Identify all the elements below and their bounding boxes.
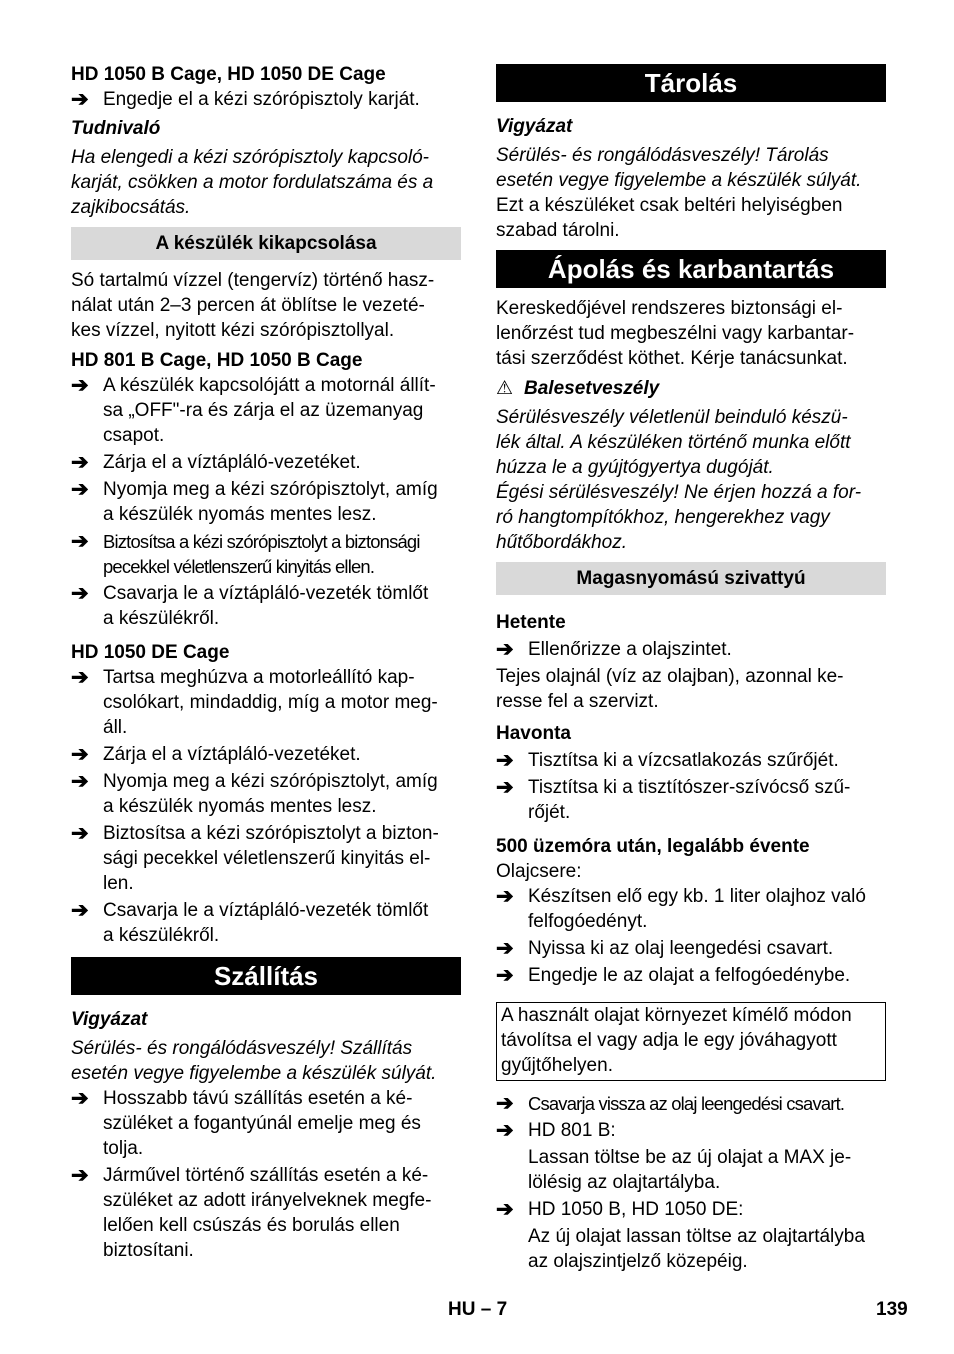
list-item: ➔ Hosszabb távú szállítás esetén a ké- szüléket a fogantyúnál emelje meg és tolja. <box>71 1087 421 1159</box>
section-heading: HD 801 B Cage, HD 1050 B Cage <box>71 350 363 371</box>
section-heading: 500 üzemóra után, legalább évente <box>496 836 810 857</box>
arrow-right-icon: ➔ <box>71 1087 89 1110</box>
list-item: ➔ Nyomja meg a kézi szórópisztolyt, amíg a készülék nyomás mentes lesz. <box>71 770 438 817</box>
paragraph: Lassan töltse be az új olajat a MAX je- <box>528 1147 852 1168</box>
left-column <box>71 62 461 1263</box>
list-item: ➔ Zárja el a víztápláló-vezetéket. <box>71 743 361 766</box>
note-label: Tudnivaló <box>71 118 161 139</box>
paragraph: kes vízzel, nyitott kézi szórópisztollyal. <box>71 320 395 341</box>
page-number: 139 <box>876 1299 908 1320</box>
list-item: ➔ Tisztítsa ki a vízcsatlakozás szűrőjét. <box>496 749 839 772</box>
arrow-right-icon: ➔ <box>496 776 514 799</box>
list-item: ➔ Csavarja vissza az olaj leengedési csavart. <box>496 1092 845 1115</box>
arrow-right-icon: ➔ <box>496 937 514 960</box>
list-item: ➔ Nyomja meg a kézi szórópisztolyt, amíg a készülék nyomás mentes lesz. <box>71 478 438 525</box>
arrow-right-icon: ➔ <box>71 666 89 689</box>
paragraph: Tejes olajnál (víz az olajban), azonnal ke- <box>496 666 844 687</box>
arrow-right-icon: ➔ <box>71 530 89 553</box>
list-item: ➔ Engedje le az olajat a felfogóedénybe. <box>496 964 851 987</box>
list-item: ➔ Nyissa ki az olaj leengedési csavart. <box>496 937 834 960</box>
instruction-list <box>71 373 461 631</box>
instruction-list <box>71 665 461 948</box>
section-marker: HU – 7 <box>448 1299 508 1320</box>
list-item: ➔ Biztosítsa a kézi szórópisztolyt a bizton- sági pecekkel véletlenszerű kinyitás el- len. <box>71 822 439 894</box>
paragraph: nálat után 2–3 percen át öblítse le vezeté- <box>71 295 425 316</box>
danger-text: Égési sérülésveszély! Ne érjen hozzá a for- <box>496 482 862 503</box>
arrow-right-icon: ➔ <box>496 749 514 772</box>
danger-label: ⚠ Balesetveszély <box>496 378 660 399</box>
note-text: zajkibocsátás. <box>71 197 191 218</box>
arrow-right-icon: ➔ <box>496 964 514 987</box>
list-item: ➔ Zárja el a víztápláló-vezetéket. <box>71 451 361 474</box>
danger-text: ró hangtompítókhoz, hengerekhez vagy <box>496 507 830 528</box>
arrow-right-icon: ➔ <box>496 1198 514 1221</box>
danger-text: lék által. A készüléken történő munka előtt <box>496 432 851 453</box>
arrow-right-icon: ➔ <box>71 582 89 605</box>
list-item: ➔ HD 801 B: <box>496 1119 616 1142</box>
chapter-title: Ápolás és karbantartás <box>496 250 886 288</box>
chapter-title: Tárolás <box>496 64 886 102</box>
list-item: ➔ Ellenőrizze a olajszintet. <box>496 638 732 661</box>
note-text: Ha elengedi a kézi szórópisztoly kapcsoló- <box>71 147 430 168</box>
paragraph: Ezt a készüléket csak beltéri helyiségben <box>496 195 843 216</box>
arrow-right-icon: ➔ <box>71 822 89 845</box>
paragraph: az olajszintjelző közepéig. <box>528 1251 748 1272</box>
caution-text: esetén vegye figyelembe a készülék súlyát. <box>71 1063 437 1084</box>
environment-note-box: A használt olajat környezet kímélő módon távolítsa el vagy adja le egy jóváhagyott gyűjtőhelyen. <box>496 1002 886 1081</box>
list-item: ➔ Biztosítsa a kézi szórópisztolyt a biztonsági pecekkel véletlenszerű kinyitás ellen. <box>71 530 420 577</box>
arrow-right-icon: ➔ <box>496 1092 514 1115</box>
list-item: ➔ Csavarja le a víztápláló-vezeték tömlőt a készülékről. <box>71 899 429 946</box>
paragraph: szabad tárolni. <box>496 220 620 241</box>
list-item: ➔ Engedje el a kézi szórópisztoly karját. <box>71 88 420 111</box>
arrow-right-icon: ➔ <box>71 374 89 397</box>
arrow-right-icon: ➔ <box>71 88 89 111</box>
list-item: ➔ Készítsen elő egy kb. 1 liter olajhoz való felfogóedényt. <box>496 885 866 932</box>
danger-text: Sérülésveszély véletlenül beinduló készü- <box>496 407 848 428</box>
arrow-right-icon: ➔ <box>496 638 514 661</box>
paragraph: tási szerződést köthet. Kérje tanácsunkat. <box>496 348 848 369</box>
arrow-right-icon: ➔ <box>71 478 89 501</box>
arrow-right-icon: ➔ <box>71 770 89 793</box>
arrow-right-icon: ➔ <box>71 451 89 474</box>
caution-text: Sérülés- és rongálódásveszély! Szállítás <box>71 1038 413 1059</box>
subsection-title: Magasnyomású szivattyú <box>496 562 886 595</box>
warning-triangle-icon: ⚠ <box>496 378 514 399</box>
list-item: ➔ Tartsa meghúzva a motorleállító kap- csolókart, mindaddig, míg a motor meg- áll. <box>71 666 438 738</box>
paragraph: Só tartalmú vízzel (tengervíz) történő hasz- <box>71 270 435 291</box>
paragraph: resse fel a szervizt. <box>496 691 659 712</box>
caution-label: Vigyázat <box>496 116 573 137</box>
caution-text: esetén vegye figyelembe a készülék súlyát. <box>496 170 862 191</box>
arrow-right-icon: ➔ <box>71 1164 89 1187</box>
list-item: ➔ Járművel történő szállítás esetén a ké- szüléket az adott irányelveknek megfe- lelően kell csúszás és borulás ellen biztosítani. <box>71 1164 432 1261</box>
paragraph: lenőrzést tud megbeszélni vagy karbantar- <box>496 323 855 344</box>
caution-label: Vigyázat <box>71 1009 148 1030</box>
list-item: ➔ A készülék kapcsolójátt a motornál állít- sa „OFF"-ra és zárja el az üzemanyag csapot. <box>71 374 436 446</box>
paragraph: Kereskedőjével rendszeres biztonsági el- <box>496 298 843 319</box>
arrow-right-icon: ➔ <box>71 899 89 922</box>
list-item: ➔ Tisztítsa ki a tisztítószer-szívócső szű- rőjét. <box>496 776 851 823</box>
arrow-right-icon: ➔ <box>496 885 514 908</box>
paragraph: Olajcsere: <box>496 861 582 882</box>
caution-text: Sérülés- és rongálódásveszély! Tárolás <box>496 145 829 166</box>
subsection-title: A készülék kikapcsolása <box>71 227 461 260</box>
right-column <box>496 62 886 1274</box>
paragraph: Az új olajat lassan töltse az olajtartályba <box>528 1226 865 1247</box>
section-heading: HD 1050 DE Cage <box>71 642 230 663</box>
danger-text: hűtőbordákhoz. <box>496 532 627 553</box>
section-heading: Hetente <box>496 612 566 633</box>
note-text: karját, csökken a motor fordulatszáma és a <box>71 172 434 193</box>
paragraph: lölésig az olajtartályba. <box>528 1172 721 1193</box>
section-heading: HD 1050 B Cage, HD 1050 DE Cage <box>71 64 386 85</box>
danger-text: húzza le a gyújtógyertya dugóját. <box>496 457 774 478</box>
list-item: ➔ HD 1050 B, HD 1050 DE: <box>496 1198 744 1221</box>
list-item: ➔ Csavarja le a víztápláló-vezeték tömlőt a készülékről. <box>71 582 429 629</box>
arrow-right-icon: ➔ <box>71 743 89 766</box>
section-heading: Havonta <box>496 723 571 744</box>
chapter-title: Szállítás <box>71 957 461 995</box>
arrow-right-icon: ➔ <box>496 1119 514 1142</box>
